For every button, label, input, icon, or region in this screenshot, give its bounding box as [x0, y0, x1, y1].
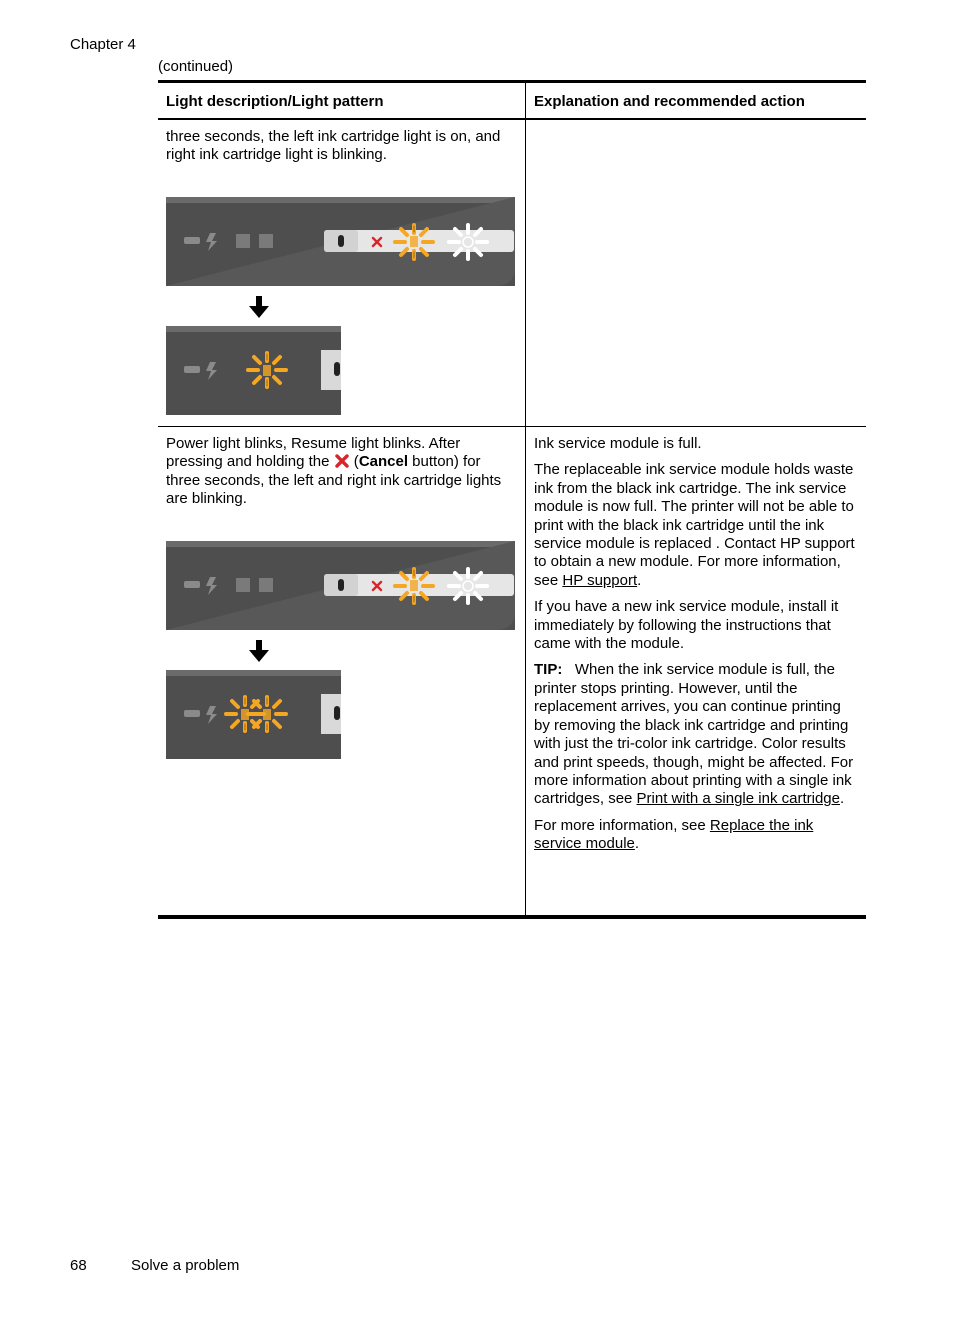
explanation-paragraph: If you have a new ink service module, install it immediately by following the instructions that came with the module. [534, 598, 839, 653]
column-header-light-description: Light description/Light pattern [158, 82, 526, 120]
footer-section-title: Solve a problem [131, 1257, 240, 1274]
down-arrow-icon [248, 640, 270, 664]
control-panel-illustration-before [166, 197, 515, 286]
light-pattern-table [158, 80, 866, 919]
light-description-cell [158, 119, 526, 427]
tip-paragraph: TIP: When the ink service module is full, the printer stops printing. However, until the replacement arrives, you can continue printing by removing the black ink cartridge and printing with just the tri-color ink cartridge. Color results and print speeds, though, might be affected. For more information about printing with a single ink cartridges, see Print with a single ink cartridge. [534, 661, 854, 808]
control-panel-illustration-before [166, 541, 515, 630]
explanation-paragraph: Ink service module is full. [534, 435, 702, 452]
explanation-paragraph: The replaceable ink service module holds waste ink from the black ink cartridge. The ink service module is now full. The printer will not be able to print with the black ink cartridge until the ink service module is replaced . Contact HP support to obtain a new module. For more information, see HP support. [534, 461, 855, 589]
explanation-paragraph: For more information, see Replace the ink service module. [534, 816, 814, 853]
explanation-cell-empty [526, 119, 867, 427]
light-description-text: Power light blinks, Resume light blinks. After pressing and holding the (Cancel button) for three seconds, the left and right ink cartridge lights are blinking. [166, 435, 502, 508]
table-row [158, 119, 866, 427]
control-panel-illustration-after [166, 670, 341, 759]
chapter-label: Chapter 4 [70, 36, 136, 53]
table-row [158, 427, 866, 918]
light-description-text: three seconds, the left ink cartridge light is on, and right ink cartridge light is blinking. [166, 128, 501, 164]
single-ink-cartridge-link[interactable]: Print with a single ink cartridge [636, 790, 840, 808]
explanation-cell [526, 427, 867, 918]
control-panel-illustration-after [166, 326, 341, 415]
cancel-x-icon [334, 454, 350, 468]
cancel-button-label: Cancel [358, 453, 409, 471]
page-number: 68 [70, 1257, 87, 1274]
replace-ink-service-module-link[interactable]: Replace the ink service module [534, 816, 814, 853]
hp-support-link[interactable]: HP support [562, 571, 638, 589]
tip-label: TIP: [534, 661, 563, 679]
light-description-cell [158, 427, 526, 918]
column-header-explanation: Explanation and recommended action [526, 82, 867, 120]
down-arrow-icon [248, 296, 270, 320]
continued-label: (continued) [158, 58, 234, 75]
